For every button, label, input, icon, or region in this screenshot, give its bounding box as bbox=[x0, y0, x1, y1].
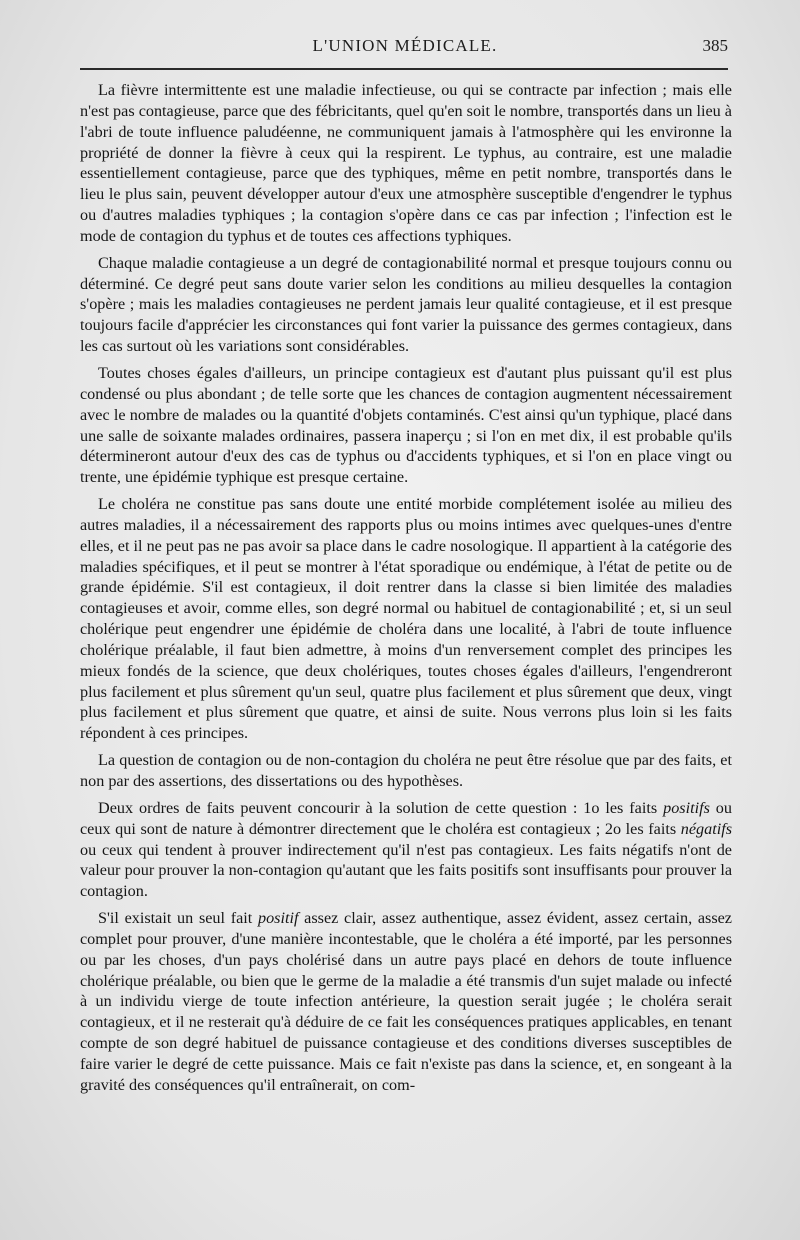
running-title: L'UNION MÉDICALE. bbox=[312, 36, 498, 55]
paragraph-3: Toutes choses égales d'ailleurs, un principe contagieux est d'autant plus puissant qu'il est plus condensé ou plus abondant ; de telle sorte que les chances de contagion augmentent nécessairement avec le nombre de malades ou la quantité d'objets contaminés. C'est ainsi qu'un typhique, placé dans une salle de soixante malades ordinaires, passera inaperçu ; si l'on en met dix, il est probable qu'ils détermineront autour d'eux des cas de typhus ou d'accidents typhiques, et si l'on en place vingt ou trente, une épidémie typhique est presque certaine. bbox=[80, 363, 732, 487]
body-text bbox=[80, 80, 732, 1096]
paragraph-1: La fièvre intermittente est une maladie infectieuse, ou qui se contracte par infection ; mais elle n'est pas contagieuse, parce que des fébricitants, quel qu'en soit le nombre, transportés dans un lieu à l'abri de toute influence paludéenne, ne communiquent jamais à l'atmosphère qui les environne la propriété de donner la fièvre à ceux qui la respirent. Le typhus, au contraire, est une maladie essentiellement contagieuse, parce que des typhiques, même en petit nombre, transportés dans le lieu le plus sain, peuvent développer autour d'eux une atmosphère susceptible d'engendrer le typhus ou d'autres maladies typhiques ; la contagion s'opère dans ce cas par infection ; l'infection est le mode de contagion du typhus et de toutes ces affections typhiques. bbox=[80, 81, 732, 245]
header-rule bbox=[80, 68, 728, 70]
paragraph-7-text-a: S'il existait un seul fait bbox=[98, 909, 258, 928]
paragraph-6-text-a: Deux ordres de faits peuvent concourir à la solution de cette question : 1o les faits bbox=[98, 798, 664, 817]
paragraph-7 bbox=[80, 908, 732, 1096]
paragraph-4: Le choléra ne constitue pas sans doute une entité morbide complétement isolée au milieu des autres maladies, il a nécessairement des rapports plus ou moins intimes avec quelques-unes d'entre elles, et il ne peut pas ne pas avoir sa place dans le cadre nosologique. Il appartient à la catégorie des maladies spécifiques, et il peut se montrer à l'état sporadique ou endémique, à l'état de petite ou de grande épidémie. S'il est contagieux, il doit rentrer dans la classe si bien limitée des maladies contagieuses et avoir, comme elles, son degré normal ou habituel de contagionabilité ; et, si un seul cholérique peut engendrer une épidémie de choléra dans une localité, à l'abri de toute influence cholérique préalable, il faut bien admettre, à moins d'un renversement complet des principes les mieux fondés de la science, que deux cholériques, toutes choses égales d'ailleurs, l'engendreront plus facilement et plus sûrement qu'un seul, quatre plus facilement et plus sûrement que deux, vingt plus facilement et plus sûrement que quatre, et ainsi de suite. Nous verrons plus loin si les faits répondent à ces principes. bbox=[80, 495, 732, 743]
paragraph-6-italic-negatifs: négatifs bbox=[680, 819, 732, 838]
page-number: 385 bbox=[702, 36, 728, 55]
paragraph-6-italic-positifs: positifs bbox=[663, 798, 710, 817]
paragraph-6-text-b: ou ceux qui sont de nature à démontrer directement que le choléra est contagieux ; 2o les faits bbox=[80, 798, 732, 838]
page-header bbox=[80, 36, 730, 66]
paragraph-2: Chaque maladie contagieuse a un degré de contagionabilité normal et presque toujours connu ou déterminé. Ce degré peut sans doute varier selon les conditions au milieu desquelles la contagion s'opère ; mais les maladies contagieuses ne perdent jamais leur qualité contagieuse, et il est presque toujours facile d'apprécier les circonstances qui font varier la puissance des germes contagieux, dans les cas surtout où les variations sont considérables. bbox=[80, 253, 732, 356]
paragraph-6 bbox=[80, 798, 732, 902]
paragraph-6-text-c: ou ceux qui tendent à prouver indirectement qu'il n'est pas contagieux. Les faits négatifs n'ont de valeur pour prouver la non-contagion qu'autant que les faits positifs sont insuffisants pour prouver la contagion. bbox=[80, 840, 732, 901]
paragraph-7-italic-positif: positif bbox=[257, 909, 299, 928]
paragraph-7-text-b: assez clair, assez authentique, assez évident, assez certain, assez complet pour prouver, d'une manière incontestable, que le choléra a été importé, par les personnes ou par les choses, d'un pays cholérisé dans un autre pays placé en dehors de toute influence cholérique préalable, ou bien que le germe de la maladie a été transmis d'un sujet malade ou infecté à un individu vierge de toute infection antérieure, la question serait jugée ; le choléra serait contagieux, et il ne resterait qu'à déduire de ce fait les conséquences pratiques applicables, en tenant compte de son degré habituel de puissance contagieuse et des conditions diverses susceptibles de faire varier le degré de cette puissance. Mais ce fait n'existe pas dans la science, et, en songeant à la gravité des conséquences qu'il entraînerait, on com- bbox=[80, 909, 732, 1094]
paragraph-5: La question de contagion ou de non-contagion du choléra ne peut être résolue que par des faits, et non par des assertions, des dissertations ou des hypothèses. bbox=[80, 751, 732, 790]
